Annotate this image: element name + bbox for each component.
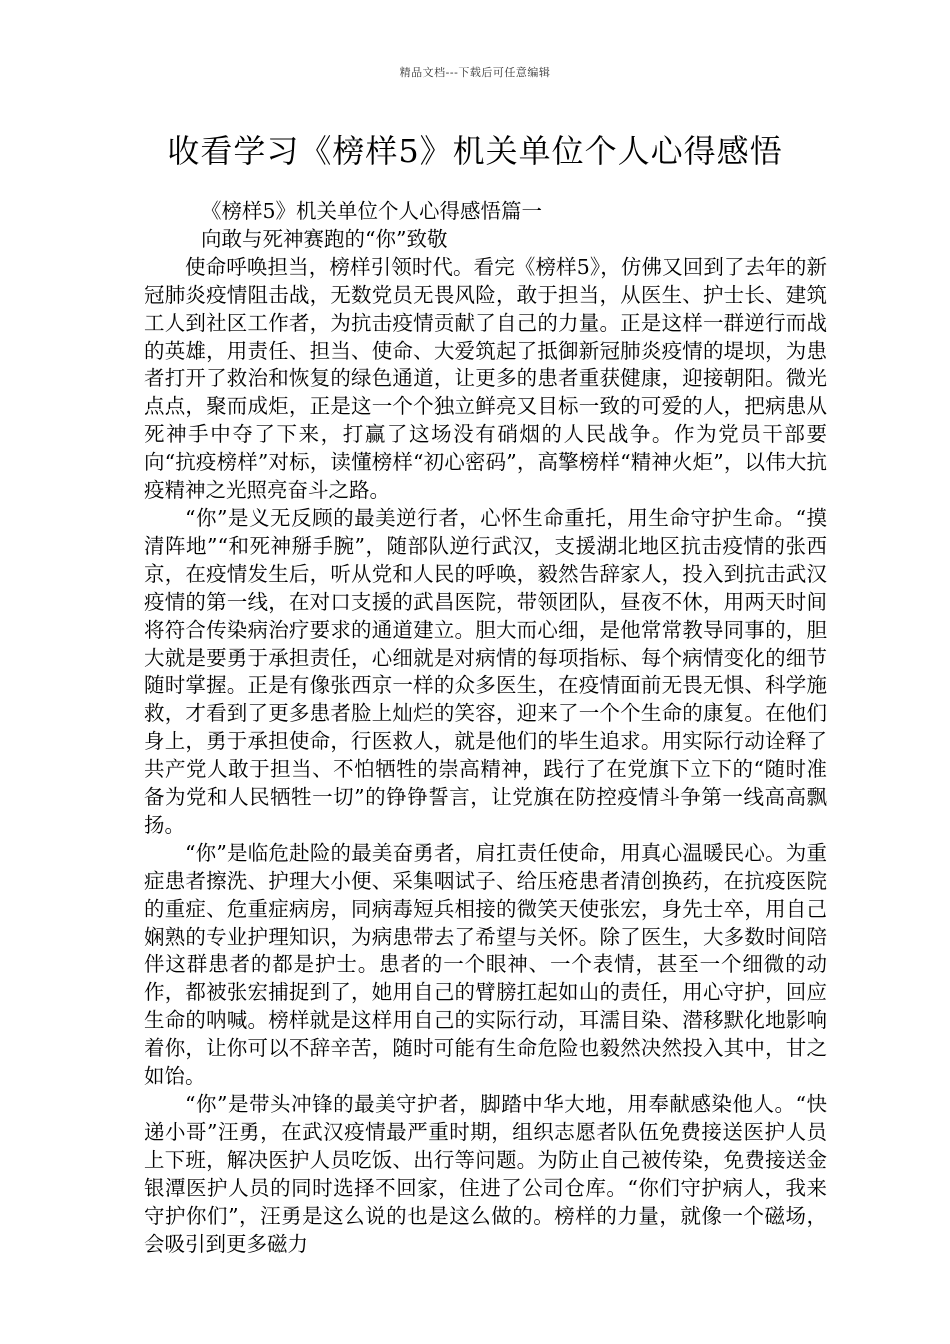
document-title: 收看学习《榜样5》机关单位个人心得感悟 <box>167 132 783 170</box>
body-paragraph: “你”是带头冲锋的最美守护者，脚踏中华大地，用奉献感染他人。“快递小哥”汪勇，在武汉疫情最严重时期，组织志愿者队伍免费接送医护人员上下班，解决医护人员吃饭、出行等问题。为防止自己被传染，免费接送金银潭医护人员的同时选择不回家，住进了公司仓库。“你们守护病人，我来守护你们”，汪勇是这么说的也是这么做的。榜样的力量，就像一个磁场，会吸引到更多磁力 <box>144 1092 827 1256</box>
body-paragraph: 使命呼唤担当，榜样引领时代。看完《榜样5》，仿佛又回到了去年的新冠肺炎疫情阻击战，无数党员无畏风险，敢于担当，从医生、护士长、建筑工人到社区工作者，为抗击疫情贡献了自己的力量。正是这样一群逆行而战的英雄，用责任、担当、使命、大爱筑起了抵御新冠肺炎疫情的堤坝，为患者打开了救治和恢复的绿色通道，让更多的患者重获健康，迎接朝阳。微光点点，聚而成炬，正是这一个个独立鲜亮又目标一致的可爱的人，把病患从死神手中夺了下来，打赢了这场没有硝烟的人民战争。作为党员干部要向“抗疫榜样”对标，读懂榜样“初心密码”，高擎榜样“精神火炬”，以伟大抗疫精神之光照亮奋斗之路。 <box>144 254 827 503</box>
section-title: 《榜样5》机关单位个人心得感悟篇一 <box>201 199 543 223</box>
header-note: 精品文档---下载后可任意编辑 <box>399 66 551 79</box>
body-paragraph: “你”是临危赴险的最美奋勇者，肩扛责任使命，用真心温暖民心。为重症患者擦洗、护理大小便、采集咽试子、给压疮患者清创换药，在抗疫医院的重症、危重症病房，同病毒短兵相接的微笑天使张宏，身先士卒，用自己娴熟的专业护理知识，为病患带去了希望与关怀。除了医生，大多数时间陪伴这群患者的都是护士。患者的一个眼神、一个表情，甚至一个细微的动作，都被张宏捕捉到了，她用自己的臂膀扛起如山的责任，用心守护，回应生命的呐喊。榜样就是这样用自己的实际行动，耳濡目染、潜移默化地影响着你，让你可以不辞辛苦，随时可能有生命危险也毅然决然投入其中，甘之如饴。 <box>144 840 827 1089</box>
body-paragraph: “你”是义无反顾的最美逆行者，心怀生命重托，用生命守护生命。“摸清阵地”“和死神掰手腕”，随部队逆行武汉，支援湖北地区抗击疫情的张西京，在疫情发生后，听从党和人民的呼唤，毅然告辞家人，投入到抗击武汉疫情的第一线，在对口支援的武昌医院，带领团队，昼夜不休，用两天时间将符合传染病治疗要求的通道建立。胆大而心细，是他常常教导同事的，胆大就是要勇于承担责任，心细就是对病情的每项指标、每个病情变化的细节随时掌握。正是有像张西京一样的众多医生，在疫情面前无畏无惧、科学施救，才看到了更多患者脸上灿烂的笑容，迎来了一个个生命的康复。在他们身上，勇于承担使命，行医救人，就是他们的毕生追求。用实际行动诠释了共产党人敢于担当、不怕牺牲的崇高精神，践行了在党旗下立下的“随时准备为党和人民牺牲一切”的铮铮誓言，让党旗在防控疫情斗争第一线高高飘扬。 <box>144 505 827 837</box>
document-body <box>144 198 827 1258</box>
section-subtitle: 向敢与死神赛跑的“你”致敬 <box>201 226 448 251</box>
